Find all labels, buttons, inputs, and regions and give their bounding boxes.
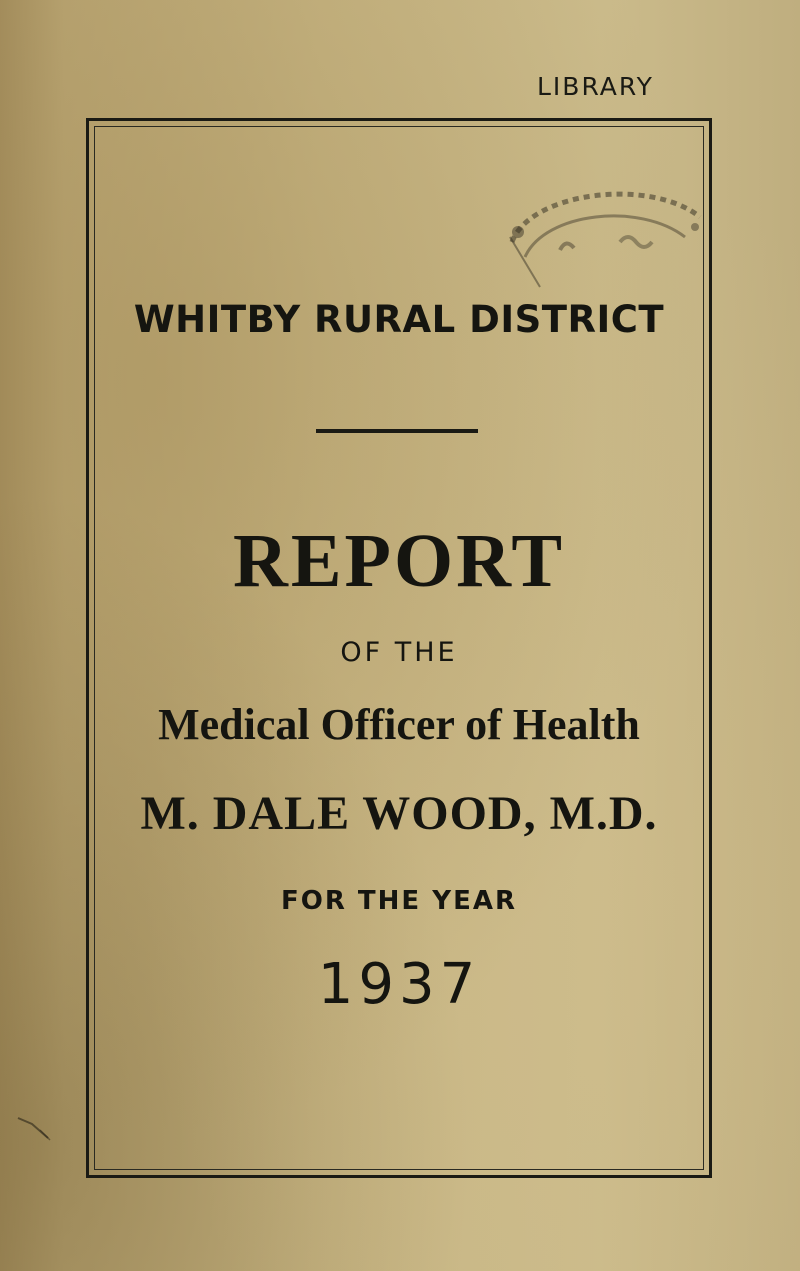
of-the-label: OF THE	[340, 637, 458, 668]
author-name: M. DALE WOOD, M.D.	[140, 787, 658, 840]
report-year: 1937	[317, 952, 481, 1017]
for-the-year-label: FOR THE YEAR	[281, 886, 517, 916]
divider-rule	[316, 429, 478, 433]
library-stamp: LIBRARY	[537, 72, 654, 101]
report-subtitle: Medical Officer of Health	[158, 700, 640, 749]
cover-content	[94, 126, 704, 1170]
report-title: REPORT	[232, 519, 566, 603]
district-heading: WHITBY RURAL DISTRICT	[133, 298, 665, 341]
